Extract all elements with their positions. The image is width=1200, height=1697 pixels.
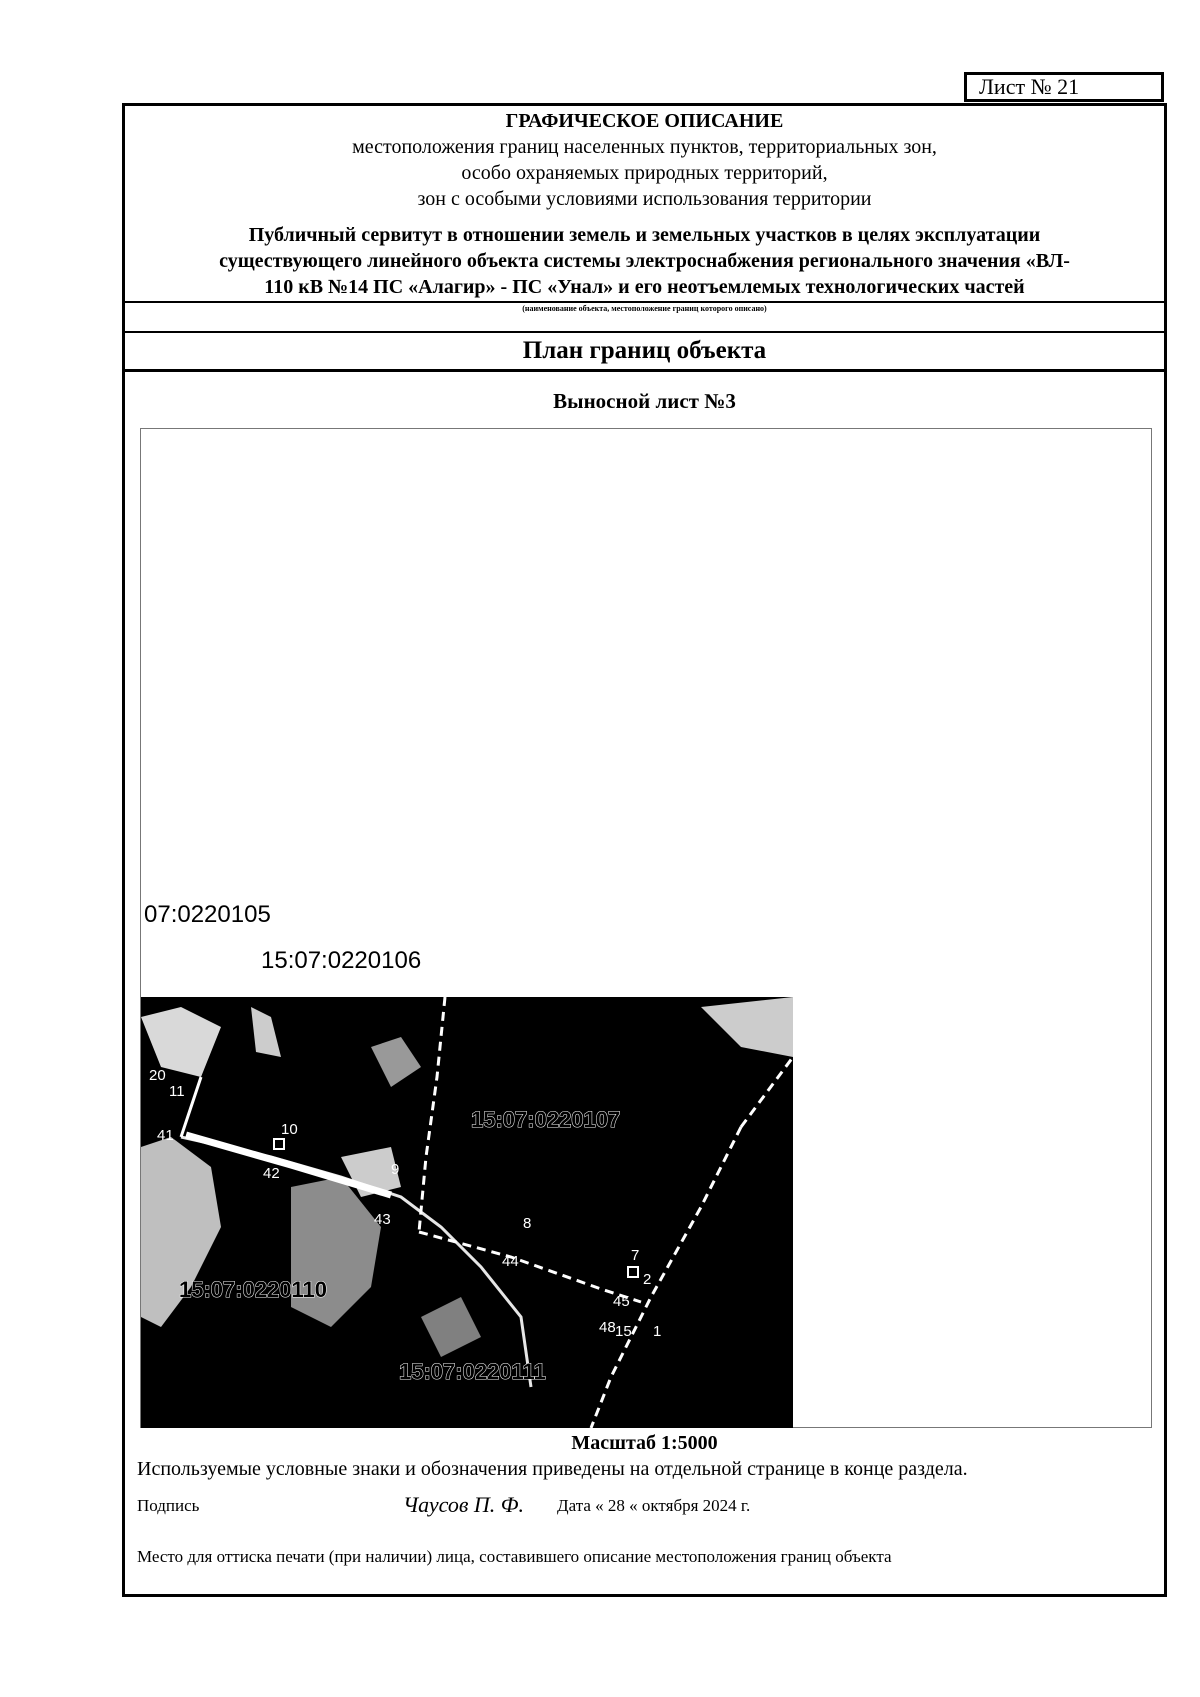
document-frame — [122, 103, 1167, 1597]
plan-heading: План границ объекта — [522, 337, 767, 364]
aerial-photo — [141, 997, 793, 1428]
boundary-map — [140, 428, 1152, 1428]
subtitle-line-3: зон с особыми условиями использования территории — [417, 188, 872, 210]
subtitle-line-2: особо охраняемых природных территорий, — [461, 162, 828, 184]
subtitle-line-1: местоположения границ населенных пунктов, территориальных зон, — [352, 136, 937, 158]
object-line-2: существующего линейного объекта системы электроснабжения регионального значения «ВЛ- — [219, 250, 1070, 272]
point-label: 1 — [653, 1323, 662, 1340]
signature-name: Чаусов П. Ф. — [403, 1492, 524, 1517]
cadastral-label-106: 15:07:0220106 — [261, 947, 422, 974]
map-scale: Масштаб 1:5000 — [571, 1432, 718, 1454]
stamp-note: Место для оттиска печати (при наличии) лица, составившего описание местоположения границ объекта — [137, 1547, 892, 1566]
legend-note: Используемые условные знаки и обозначения приведены на отдельной странице в конце раздела. — [137, 1458, 968, 1480]
cadastral-label-110: 15:07:0220110 — [179, 1277, 328, 1302]
sheet-number: Лист № 21 — [964, 72, 1164, 102]
object-caption: (наименование объекта, местоположение границ которого описано) — [522, 304, 767, 313]
point-label: 2 — [643, 1271, 652, 1288]
point-label: 8 — [523, 1215, 532, 1232]
point-label: 7 — [631, 1247, 640, 1264]
object-line-1: Публичный сервитут в отношении земель и земельных участков в целях эксплуатации — [248, 224, 1041, 246]
point-label: 42 — [263, 1165, 280, 1182]
point-label: 15 — [615, 1323, 632, 1340]
cadastral-label-105: 07:0220105 — [144, 901, 271, 928]
point-label: 11 — [169, 1083, 185, 1100]
point-label: 9 — [391, 1161, 400, 1178]
point-label: 48 — [599, 1319, 616, 1336]
divider-1 — [125, 331, 1164, 333]
cadastral-label-107: 15:07:0220107 — [471, 1107, 621, 1132]
point-label: 10 — [281, 1121, 298, 1138]
document-title: ГРАФИЧЕСКОЕ ОПИСАНИЕ — [505, 110, 784, 132]
object-line-3: 110 кВ №14 ПС «Алагир» - ПС «Унал» и его неотъемлемых технологических частей — [264, 276, 1025, 298]
point-label: 43 — [374, 1211, 391, 1228]
object-underline — [125, 301, 1164, 303]
point-label: 20 — [149, 1067, 166, 1084]
sheet-title: Выносной лист №3 — [553, 389, 736, 413]
signature-date: Дата « 28 « октября 2024 г. — [557, 1496, 751, 1515]
divider-2 — [125, 369, 1164, 372]
point-label: 45 — [613, 1293, 630, 1310]
point-label: 41 — [157, 1127, 174, 1144]
point-label: 44 — [502, 1253, 519, 1270]
cadastral-label-111: 15:07:0220111 — [399, 1359, 546, 1384]
signature-label: Подпись — [137, 1496, 200, 1515]
